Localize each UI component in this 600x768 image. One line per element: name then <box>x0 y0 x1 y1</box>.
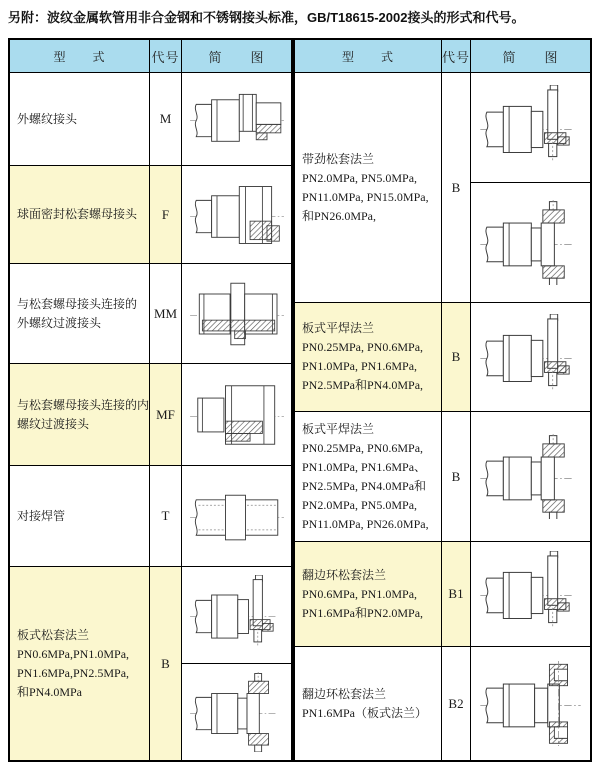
type-cell <box>10 264 150 363</box>
page-title: 另附：波纹金属软管用非合金钢和不锈钢接头标准，GB/T18615-2002接头的形式和代号。 <box>8 10 525 25</box>
type-cell <box>295 73 442 302</box>
type-cell <box>295 647 442 760</box>
type-cell <box>10 166 150 263</box>
type-text-line: 板式平焊法兰 <box>302 321 375 335</box>
fitting-table-left <box>8 38 293 762</box>
column-header-type: 型 式 <box>10 40 150 72</box>
type-cell <box>10 364 150 465</box>
type-text-line: 带劲松套法兰 <box>302 151 375 166</box>
table-row <box>10 364 291 466</box>
diagram-cell <box>471 303 590 411</box>
type-text-line: PN2.5MPa和PN4.0MPa, <box>302 378 424 392</box>
diagram-cell <box>182 364 291 465</box>
table-row <box>10 567 291 760</box>
table-row <box>10 466 291 567</box>
neck-loose-flange-diagram-b <box>471 183 590 302</box>
table-row <box>10 73 291 166</box>
spherical-seal-loose-nut-fitting-diagram <box>182 166 291 263</box>
plate-loose-flange-diagram-b <box>182 664 291 760</box>
butt-weld-pipe-diagram <box>182 466 291 566</box>
lapped-ring-loose-flange-diagram <box>471 542 590 646</box>
diagram-cell <box>182 166 291 263</box>
type-text-line: PN2.5MPa, PN4.0MPa和 <box>302 478 427 493</box>
code-cell: B <box>150 567 182 760</box>
type-cell <box>10 73 150 165</box>
column-header-type: 型 式 <box>295 40 442 72</box>
code-cell: B <box>442 303 471 411</box>
diagram-cell <box>471 73 590 302</box>
table-header-row <box>10 40 291 73</box>
type-text-line: PN1.0MPa, PN1.6MPa, <box>302 359 418 373</box>
code-cell: F <box>150 166 182 263</box>
table-row <box>10 264 291 364</box>
type-text-line: PN0.6MPa, PN1.0MPa, <box>302 586 418 601</box>
type-text-line: 与松套螺母接头连接的内 <box>17 397 150 412</box>
type-text-line: 和PN26.0MPa, <box>302 208 377 223</box>
diagram-cell <box>471 647 590 760</box>
code-cell: MF <box>150 364 182 465</box>
code-cell: M <box>150 73 182 165</box>
type-text-line: 翻边环松套法兰 <box>302 567 387 582</box>
type-text-line: PN0.25MPa, PN0.6MPa, <box>302 440 424 455</box>
type-text-line: 对接焊管 <box>17 508 66 523</box>
type-text-line: 螺纹过渡接头 <box>17 416 90 431</box>
table-row <box>295 412 590 542</box>
column-header-code: 代号 <box>150 40 182 72</box>
table-row <box>295 542 590 647</box>
code-cell: T <box>150 466 182 566</box>
lapped-ring-loose-flange-plate-diagram <box>471 647 590 760</box>
male-thread-fitting-diagram <box>182 73 291 165</box>
male-male-adapter-diagram <box>182 264 291 363</box>
plate-loose-flange-diagram-a <box>182 567 291 664</box>
type-text-line: 与松套螺母接头连接的 <box>17 296 138 311</box>
column-header-diagram: 简 图 <box>502 49 559 65</box>
type-text-line: PN1.6MPa,PN2.5MPa, <box>17 665 130 680</box>
neck-loose-flange-diagram-a <box>471 73 590 183</box>
type-text-line: PN11.0MPa, PN26.0MPa, <box>302 516 429 531</box>
code-cell: B <box>442 412 471 541</box>
type-cell <box>295 412 442 541</box>
table-row <box>295 73 590 303</box>
code-cell: MM <box>150 264 182 363</box>
male-female-adapter-diagram <box>182 364 291 465</box>
table-row <box>10 166 291 264</box>
diagram-cell <box>471 542 590 646</box>
type-text-line: PN2.0MPa, PN5.0MPa, <box>302 497 418 512</box>
plate-weld-flange-diagram-b <box>471 412 590 541</box>
type-text-line: 球面密封松套螺母接头 <box>17 207 138 221</box>
type-cell <box>10 466 150 566</box>
diagram-cell <box>182 466 291 566</box>
table-row <box>295 647 590 760</box>
diagram-cell <box>471 412 590 541</box>
code-cell: B1 <box>442 542 471 646</box>
code-cell: B2 <box>442 647 471 760</box>
diagram-cell <box>182 73 291 165</box>
type-text-line: PN1.6MPa（板式法兰） <box>302 705 428 720</box>
type-text-line: 和PN4.0MPa <box>17 684 83 699</box>
type-text-line: PN2.0MPa, PN5.0MPa, <box>302 170 418 185</box>
type-text-line: PN0.6MPa,PN1.0MPa, <box>17 646 130 661</box>
type-text-line: 板式平焊法兰 <box>302 421 375 436</box>
code-cell: B <box>442 73 471 302</box>
type-text-line: PN1.0MPa, PN1.6MPa、 <box>302 459 427 474</box>
diagram-cell <box>182 567 291 760</box>
table-header-row <box>295 40 590 73</box>
type-text-line: 翻边环松套法兰 <box>302 686 387 701</box>
type-text-line: PN1.6MPa和PN2.0MPa, <box>302 605 424 620</box>
type-cell <box>295 303 442 411</box>
type-text-line: PN11.0MPa, PN15.0MPa, <box>302 189 429 204</box>
column-header-diagram: 简 图 <box>208 49 265 65</box>
column-header-code: 代号 <box>442 40 471 72</box>
fitting-table-right <box>293 38 592 762</box>
type-text-line: 板式松套法兰 <box>17 627 90 642</box>
type-text-line: PN0.25MPa, PN0.6MPa, <box>302 340 424 354</box>
type-cell <box>295 542 442 646</box>
plate-weld-flange-diagram-a <box>471 303 590 411</box>
type-text-line: 外螺纹过渡接头 <box>17 315 102 330</box>
type-text-line: 外螺纹接头 <box>17 111 78 126</box>
table-row <box>295 303 590 412</box>
type-cell <box>10 567 150 760</box>
diagram-cell <box>182 264 291 363</box>
